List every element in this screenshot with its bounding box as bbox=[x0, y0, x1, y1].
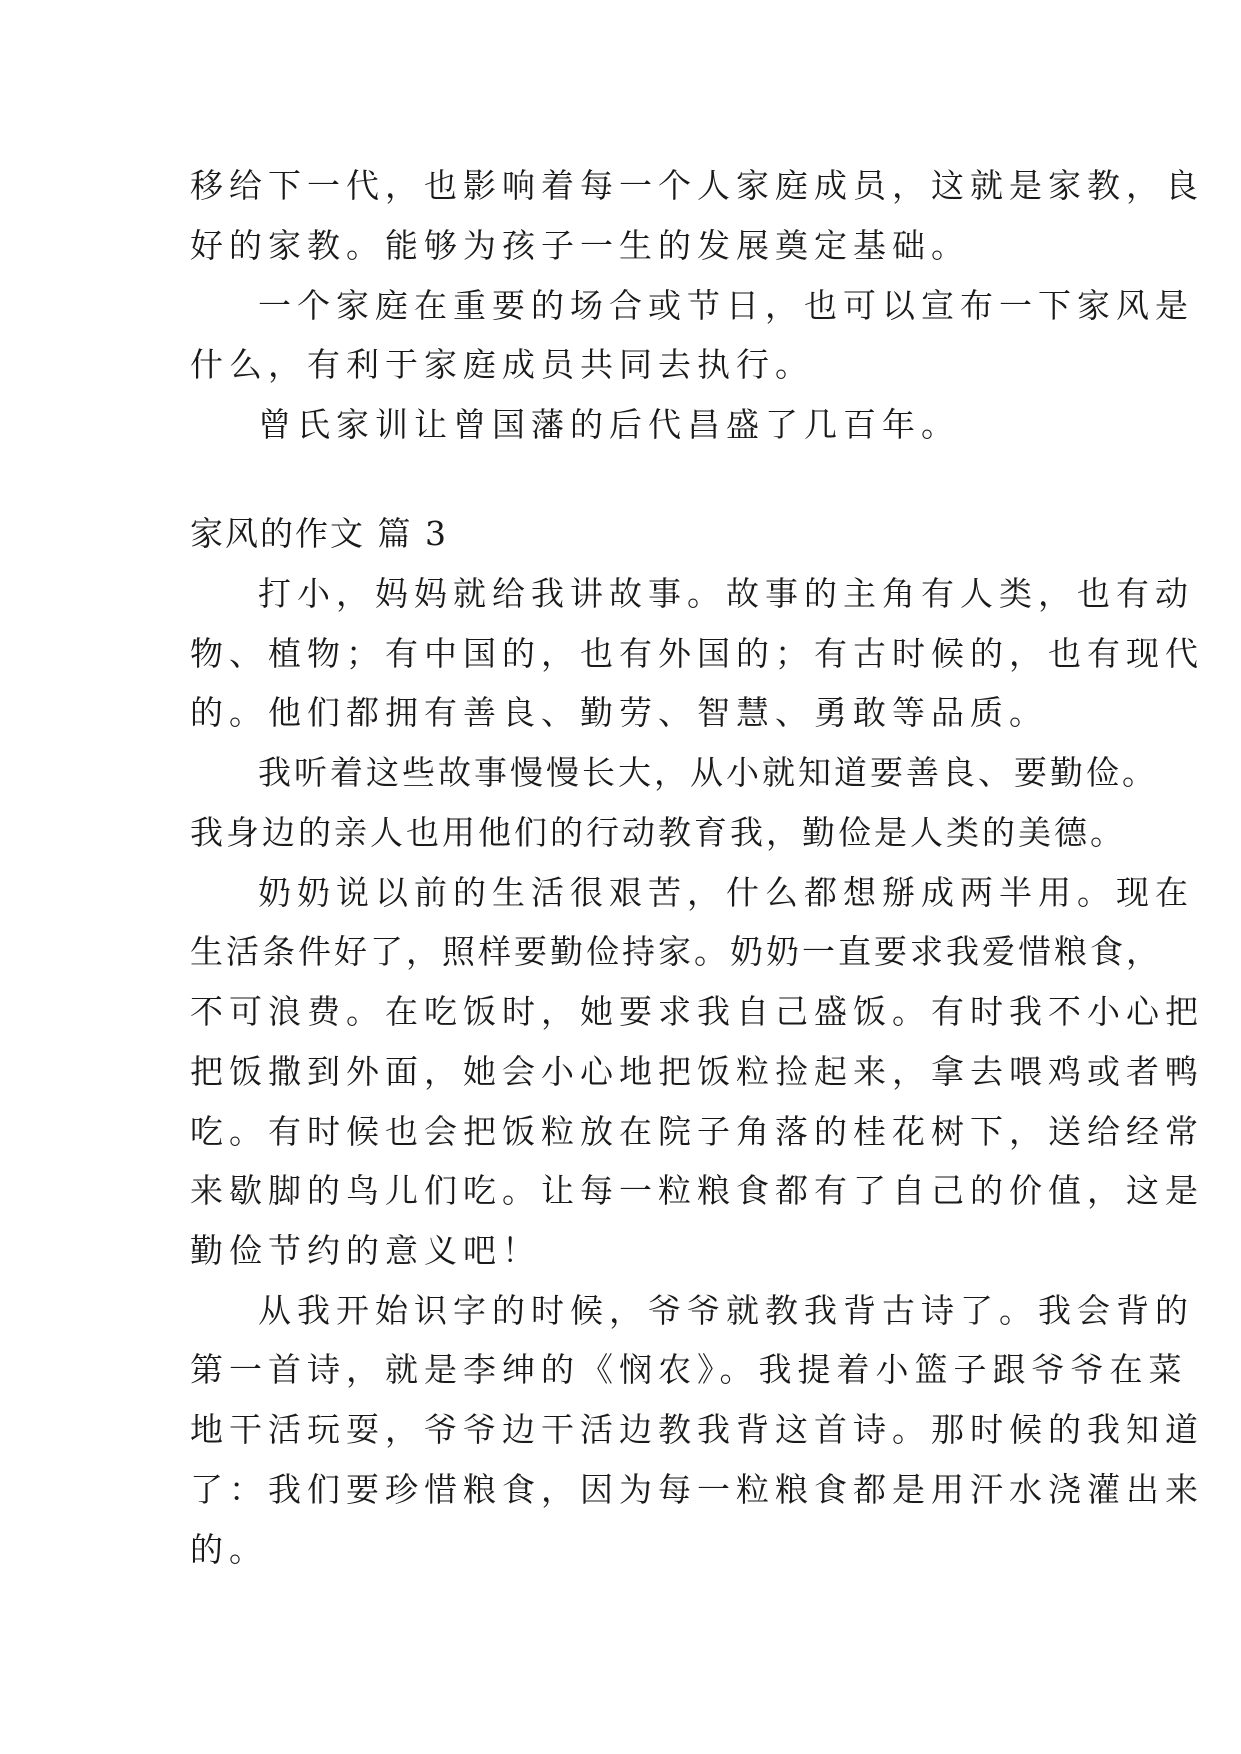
paragraph-line: 物、植物；有中国的，也有外国的；有古时候的，也有现代 bbox=[190, 634, 1204, 673]
paragraph-line: 第一首诗，就是李绅的《悯农》。我提着小篮子跟爷爷在菜 bbox=[190, 1350, 1188, 1389]
paragraph-line: 了：我们要珍惜粮食，因为每一粒粮食都是用汗水浇灌出来 bbox=[190, 1470, 1204, 1509]
paragraph-line: 地干活玩耍，爷爷边干活边教我背这首诗。那时候的我知道 bbox=[190, 1410, 1204, 1449]
paragraph-line: 移给下一代，也影响着每一个人家庭成员，这就是家教，良 bbox=[190, 166, 1204, 205]
section-heading: 家风的作文 篇 3 bbox=[190, 514, 448, 553]
paragraph-line: 把饭撒到外面，她会小心地把饭粒捡起来，拿去喂鸡或者鸭 bbox=[190, 1052, 1204, 1091]
paragraph-line: 的。他们都拥有善良、勤劳、智慧、勇敢等品质。 bbox=[190, 693, 1048, 732]
paragraph-line: 从我开始识字的时候，爷爷就教我背古诗了。我会背的 bbox=[258, 1291, 1194, 1330]
paragraph-line: 打小，妈妈就给我讲故事。故事的主角有人类，也有动 bbox=[258, 574, 1194, 613]
paragraph-line: 我听着这些故事慢慢长大，从小就知道要善良、要勤俭。 bbox=[258, 753, 1158, 792]
paragraph-line: 生活条件好了，照样要勤俭持家。奶奶一直要求我爱惜粮食， bbox=[190, 932, 1162, 971]
paragraph-line: 来歇脚的鸟儿们吃。让每一粒粮食都有了自己的价值，这是 bbox=[190, 1171, 1204, 1210]
paragraph-line: 我身边的亲人也用他们的行动教育我，勤俭是人类的美德。 bbox=[190, 813, 1126, 852]
paragraph-line: 一个家庭在重要的场合或节日，也可以宣布一下家风是 bbox=[258, 286, 1194, 325]
paragraph-line: 曾氏家训让曾国藩的后代昌盛了几百年。 bbox=[258, 405, 960, 444]
paragraph-line: 好的家教。能够为孩子一生的发展奠定基础。 bbox=[190, 226, 970, 265]
paragraph-line: 奶奶说以前的生活很艰苦，什么都想掰成两半用。现在 bbox=[258, 873, 1194, 912]
paragraph-line: 不可浪费。在吃饭时，她要求我自己盛饭。有时我不小心把 bbox=[190, 992, 1204, 1031]
paragraph-line: 什么，有利于家庭成员共同去执行。 bbox=[190, 345, 814, 384]
paragraph-line: 吃。有时候也会把饭粒放在院子角落的桂花树下，送给经常 bbox=[190, 1112, 1204, 1151]
paragraph-line: 的。 bbox=[190, 1530, 268, 1569]
paragraph-line: 勤俭节约的意义吧！ bbox=[190, 1231, 541, 1270]
